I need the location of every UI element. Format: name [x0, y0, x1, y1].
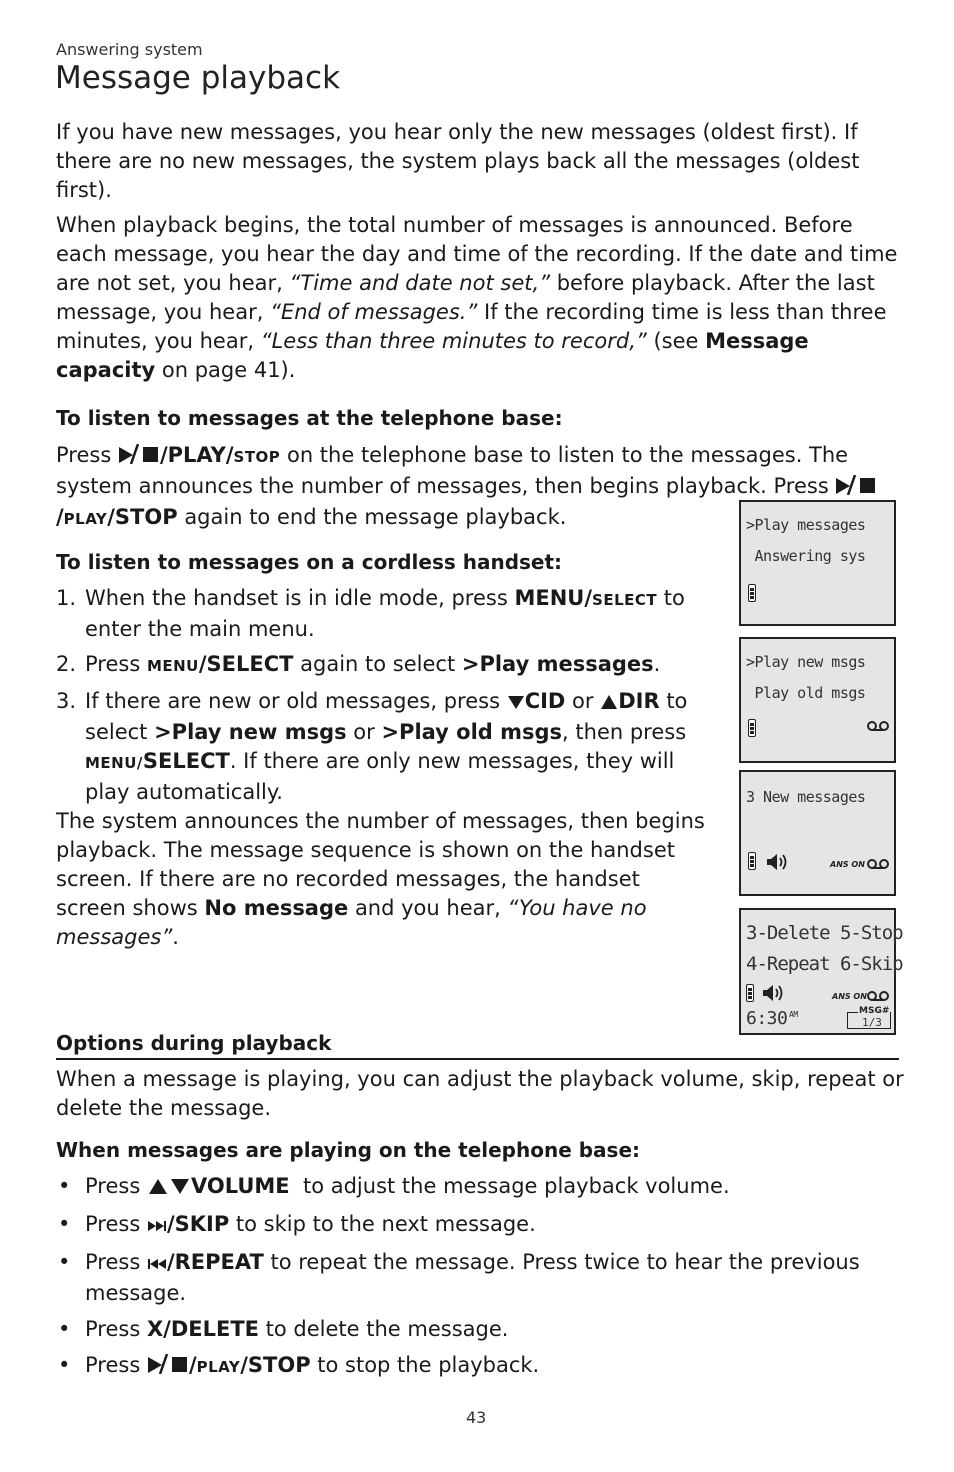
text-fragment: The system announces the number of messages, then begins playback. The message sequence is shown on the handset screen. If there are no recorded messages, the handset screen shows [56, 809, 705, 920]
list-item [56, 1210, 916, 1241]
text-fragment: on page 41). [155, 358, 296, 382]
play-stop-icon [147, 1353, 189, 1382]
intro-paragraph-1: If you have new messages, you hear only the new messages (oldest first). If there are no new messages, the system plays back all the messages (oldest first). [56, 120, 860, 202]
text-fragment: Press [85, 1353, 147, 1377]
text-fragment: Press [56, 443, 118, 467]
list-item [56, 1172, 916, 1203]
text-fragment: , then press [562, 720, 687, 744]
options-bullet-list [56, 1172, 916, 1389]
text-fragment: to select [85, 689, 688, 744]
text-fragment: If there are new or old messages, press [85, 689, 507, 713]
battery-icon [748, 584, 756, 602]
page-title: Message playback [55, 60, 341, 96]
step-number: 2. [56, 652, 77, 676]
section-label: Answering system [56, 40, 203, 59]
text-fragment: to delete the message. [259, 1317, 509, 1341]
speaker-icon [765, 852, 791, 876]
text-fragment: Press [85, 1317, 147, 1341]
text-fragment: to stop the playback. [310, 1353, 540, 1377]
lcd-line: Answering sys [746, 547, 866, 565]
text-fragment: again to end the message playback. [177, 505, 567, 529]
list-item [56, 1315, 916, 1344]
stop-key-label: /STOP [240, 1353, 311, 1377]
bullet: • [58, 1317, 71, 1341]
battery-icon [746, 984, 754, 1002]
lcd-time: 6:30 [746, 1008, 788, 1029]
voicemail-icon [866, 855, 890, 874]
text-fragment: Press [85, 1212, 147, 1236]
list-item [56, 650, 716, 681]
lcd-am-pm: AM [789, 1010, 798, 1019]
text-fragment: When playback begins, the total number of messages is announced. Before each message, you hear the day and time of the recording. If the date and time are not set, you hear, [56, 213, 898, 295]
text-fragment: again to select [293, 652, 462, 676]
bullet: • [58, 1353, 71, 1377]
select-key-label: SELECT [142, 749, 230, 773]
options-subheading: When messages are playing on the telephone base: [56, 1138, 641, 1162]
msg-counter-label: MSG# [859, 1006, 890, 1016]
text-fragment: . [653, 652, 661, 676]
battery-icon [748, 719, 756, 737]
slash: / [56, 505, 64, 529]
text-fragment: When the handset is in idle mode, press [85, 586, 515, 610]
text-fragment: Press [85, 1174, 147, 1198]
text-fragment: If the recording time is less than three minutes, you hear, [56, 300, 887, 353]
bullet: • [58, 1174, 71, 1198]
lcd-line: 4-Repeat 6-Skip [746, 953, 903, 975]
page-number: 43 [466, 1408, 487, 1427]
step-number: 1. [56, 586, 77, 610]
play-stop-icon [835, 474, 877, 503]
quote-no-messages: “You have no messages” [56, 896, 647, 949]
down-triangle-icon [507, 689, 525, 718]
quote-time-date: “Time and date not set,” [289, 271, 551, 295]
message-capacity-reference: Message capacity [56, 329, 809, 382]
play-stop-icon [118, 443, 160, 472]
text-fragment: to skip to the next message. [229, 1212, 536, 1236]
slash: / [188, 1353, 197, 1377]
text-fragment: . [172, 925, 179, 949]
menu-key-label: MENU/ [85, 754, 143, 772]
menu-key-label: MENU [146, 657, 199, 675]
bullet: • [58, 1212, 71, 1236]
section-divider [56, 1058, 899, 1060]
lcd-line: Play old msgs [746, 684, 866, 702]
intro-paragraph-2 [56, 211, 906, 385]
voicemail-icon [866, 987, 890, 1006]
msg-counter-value: 1/3 [862, 1016, 882, 1029]
ans-on-indicator: ANS ON [832, 992, 867, 1001]
quote-end-messages: “End of messages.” [270, 300, 478, 324]
lcd-line: 3 New messages [746, 788, 866, 806]
volume-key-label: VOLUME [190, 1174, 290, 1198]
lcd-line: >Play messages [746, 516, 866, 534]
repeat-back-icon [147, 1250, 167, 1279]
text-fragment: or [565, 689, 601, 713]
menu-key-label: MENU/ [514, 586, 593, 610]
volume-up-down-icon [147, 1174, 191, 1203]
list-item [56, 687, 716, 807]
text-fragment: on the telephone base to listen to the messages. The system announces the number of messages, then begins playback. Press [56, 443, 849, 498]
text-fragment: (see [646, 329, 706, 353]
skip-forward-icon [147, 1212, 167, 1241]
handset-heading: To listen to messages on a cordless handset: [56, 550, 563, 574]
step-number: 3. [56, 689, 77, 713]
text-fragment: to enter the main menu. [85, 586, 685, 641]
lcd-line: 3-Delete 5-Stop [746, 922, 903, 944]
up-triangle-icon [600, 689, 618, 718]
base-heading: To listen to messages at the telephone base: [56, 406, 563, 430]
text-fragment: and you hear, [348, 896, 508, 920]
text-fragment: to repeat the message. Press twice to hear the previous message. [85, 1250, 860, 1305]
lcd-line: >Play new msgs [746, 653, 866, 671]
text-fragment: or [346, 720, 382, 744]
dir-key-label: DIR [618, 689, 660, 713]
select-key-label: /SELECT [198, 652, 294, 676]
delete-key-label: X/DELETE [146, 1317, 259, 1341]
text-fragment: Press [85, 1250, 147, 1274]
select-key-label: SELECT [592, 591, 658, 609]
play-key-label: PLAY [196, 1358, 241, 1376]
menu-option: >Play messages [461, 652, 654, 676]
battery-icon [748, 852, 756, 870]
options-heading: Options during playback [56, 1031, 332, 1055]
list-item [56, 1351, 916, 1382]
play-key-label: PLAY [63, 510, 108, 528]
speaker-icon [761, 983, 787, 1007]
menu-option: >Play old msgs [381, 720, 563, 744]
handset-steps [56, 584, 716, 813]
lcd-screen-play-messages [739, 500, 896, 626]
repeat-key-label: /REPEAT [166, 1250, 264, 1274]
play-key-label: /PLAY/ [159, 443, 234, 467]
options-intro: When a message is playing, you can adjust the playback volume, skip, repeat or delete the message. [56, 1067, 904, 1120]
ans-on-indicator: ANS ON [830, 860, 865, 869]
text-fragment: . If there are only new messages, they will play automatically. [85, 749, 675, 804]
text-fragment: to adjust the message playback volume. [289, 1174, 730, 1198]
stop-key-label: /STOP [107, 505, 178, 529]
list-item [56, 584, 716, 644]
quote-less-than-three: “Less than three minutes to record,” [260, 329, 647, 353]
lcd-screen-new-messages [739, 770, 896, 896]
no-message-label: No message [204, 896, 349, 920]
lcd-screen-playback-options [739, 908, 903, 1035]
lcd-screen-play-new-old [739, 637, 896, 763]
cid-key-label: CID [524, 689, 566, 713]
stop-key-label: STOP [233, 448, 281, 466]
text-fragment: before playback. After the last message, you hear, [56, 271, 875, 324]
voicemail-icon [866, 717, 890, 736]
list-item [56, 1248, 916, 1308]
handset-after-paragraph [56, 807, 706, 952]
menu-option: >Play new msgs [154, 720, 347, 744]
text-fragment: Press [85, 652, 147, 676]
bullet: • [58, 1250, 71, 1274]
skip-key-label: /SKIP [166, 1212, 230, 1236]
